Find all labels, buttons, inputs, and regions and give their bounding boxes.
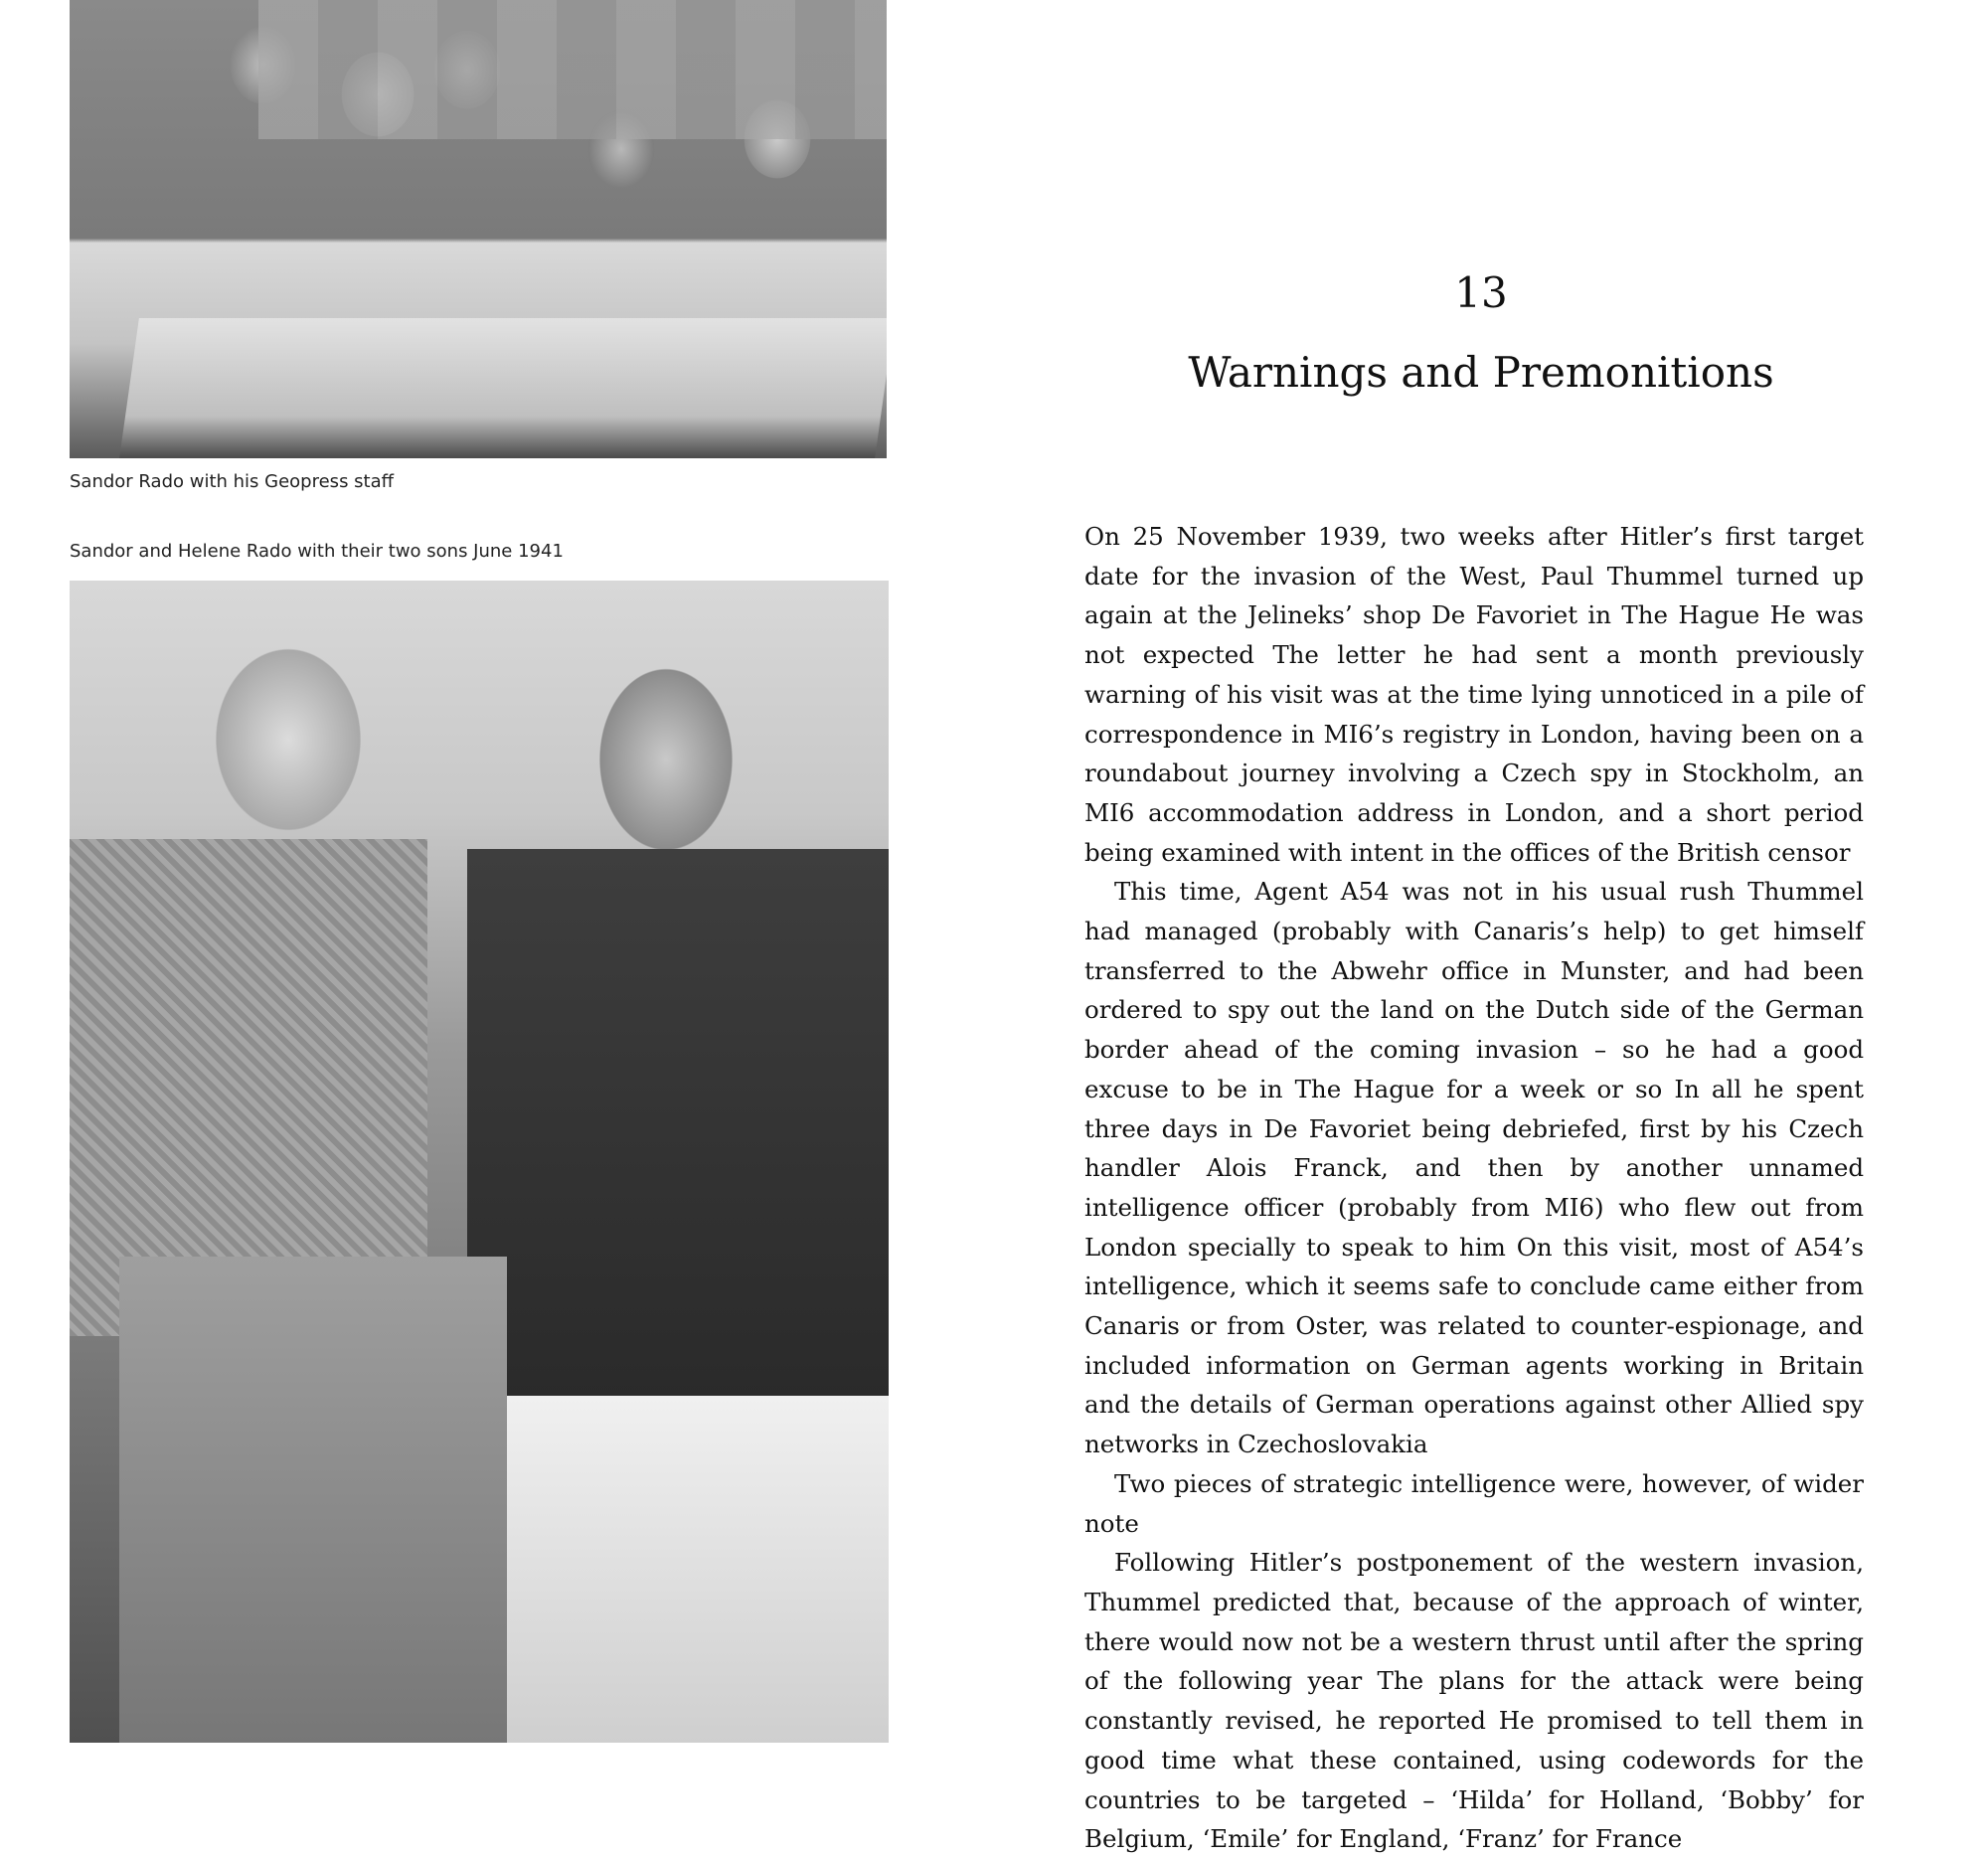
chapter-title: Warnings and Premonitions [1188,348,1774,397]
right-page [974,0,1988,1854]
paragraph-3: Two pieces of strategic intelligence were, however, of wider note [1084,1468,1864,1538]
paragraph-1: On 25 November 1939, two weeks after Hitler’s first target date for the invasion of the West, Paul Thummel turned up again at the Jelineks’ shop De Favoriet in The Hague He was not expected The letter he had sent a month previously warning of his visit was at the time lying unnoticed in a pile of correspondence in MI6’s registry in London, having been on a roundabout journey involving a Czech spy in Stockholm, an MI6 accommodation address in London, and a short period being examined with intent in the offices of the British censor [1084,522,1864,867]
chapter-body [1084,517,1864,1859]
mother-blouse [507,1396,889,1743]
chapter-number: 13 [1454,268,1508,317]
geopress-staff-photo [70,0,887,458]
father-suit [467,849,889,1406]
wall-maps [258,0,887,139]
paragraph-4: Following Hitler’s postponement of the western invasion, Thummel predicted that, because of the approach of winter, there would now not be a western thrust until after the spring of the following year The plans for the attack were being constantly revised, he reported He promised to tell them in good time what these contained, using codewords for the countries to be targeted – ‘Hilda’ for Holland, ‘Bobby’ for Belgium, ‘Emile’ for England, ‘Franz’ for France [1084,1548,1864,1854]
younger-son-shirt [119,1257,507,1743]
map-table [119,318,887,458]
photo-caption-1: Sandor Rado with his Geopress staff [70,471,395,492]
paragraph-2: This time, Agent A54 was not in his usual rush Thummel had managed (probably with Canaris’s help) to get himself transferred to the Abwehr office in Munster, and had been ordered to spy out the land on the Dutch side of the German border ahead of the coming invasion – so he had a good excuse to be in The Hague for a week or so In all he spent three days in De Favoriet being debriefed, first by his Czech handler Alois Franck, and then by another unnamed intelligence officer (probably from MI6) who flew out from London specially to speak to him On this visit, most of A54’s intelligence, which it seems safe to conclude came either from Canaris or from Oster, was related to counter-espionage, and included information on German agents working in Britain and the details of German operations against other Allied spy networks in Czechoslovakia [1084,877,1864,1459]
family-portrait-photo [70,581,889,1743]
photo-caption-2: Sandor and Helene Rado with their two sons June 1941 [70,541,564,562]
left-page [0,0,974,1743]
